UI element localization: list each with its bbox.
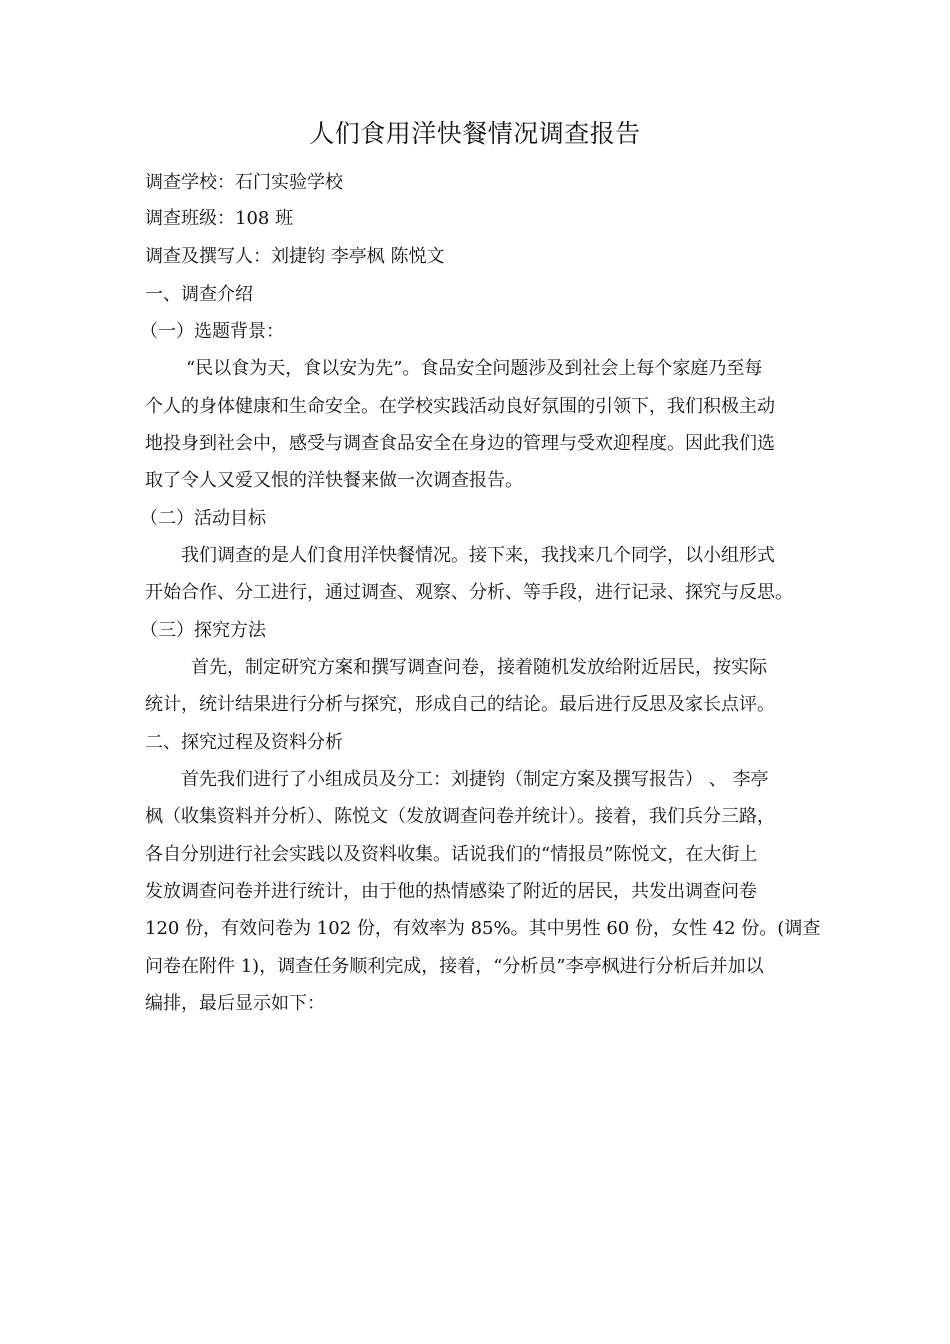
subsection-heading-goals: （二）活动目标 [140, 508, 266, 529]
section-heading-1: 一、调查介绍 [145, 284, 253, 305]
paragraph-line: 统计，统计结果进行分析与探究，形成自己的结论。最后进行反思及家长点评。 [145, 694, 775, 715]
paragraph-line: 取了令人又爱又恨的洋快餐来做一次调查报告。 [145, 470, 523, 491]
paragraph-line: 枫（收集资料并分析）、陈悦文（发放调查问卷并统计）。接着，我们兵分三路， [145, 806, 775, 827]
paragraph-line: 120 份，有效问卷为 102 份，有效率为 85%。其中男性 60 份，女性 42 份。(调查 [145, 918, 821, 939]
paragraph-line: 首先，制定研究方案和撰写调查问卷，接着随机发放给附近居民，按实际 [191, 657, 767, 678]
paragraph-line: 发放调查问卷并进行统计，由于他的热情感染了附近的居民，共发出调查问卷 [145, 881, 757, 902]
paragraph-line: 问卷在附件 1)，调查任务顺利完成，接着，“分析员”李亭枫进行分析后并加以 [145, 956, 764, 977]
paragraph-line: 首先我们进行了小组成员及分工：刘捷钧（制定方案及撰写报告） 、 李亭 [181, 769, 769, 790]
subsection-heading-background: （一）选题背景： [140, 321, 284, 342]
paragraph-line: 开始合作、分工进行，通过调查、观察、分析、等手段，进行记录、探究与反思。 [145, 582, 793, 603]
paragraph-line: 地投身到社会中，感受与调查食品安全在身边的管理与受欢迎程度。因此我们选 [145, 433, 775, 454]
subsection-heading-methods: （三）探究方法 [140, 620, 266, 641]
meta-authors: 调查及撰写人：刘捷钧 李亭枫 陈悦文 [145, 246, 445, 267]
paragraph-line: “民以食为天，食以安为先”。食品安全问题涉及到社会上每个家庭乃至每 [186, 358, 763, 379]
section-heading-2: 二、探究过程及资料分析 [145, 732, 343, 753]
meta-class: 调查班级：108 班 [145, 208, 294, 229]
paragraph-line: 我们调查的是人们食用洋快餐情况。接下来，我找来几个同学，以小组形式 [181, 545, 775, 566]
paragraph-line: 个人的身体健康和生命安全。在学校实践活动良好氛围的引领下，我们积极主动 [145, 396, 775, 417]
paragraph-line: 各自分别进行社会实践以及资料收集。话说我们的“情报员”陈悦文，在大街上 [145, 844, 758, 865]
meta-school: 调查学校：石门实验学校 [145, 172, 343, 193]
document-title: 人们食用洋快餐情况调查报告 [309, 119, 641, 148]
paragraph-line: 编排，最后显示如下： [145, 993, 325, 1014]
